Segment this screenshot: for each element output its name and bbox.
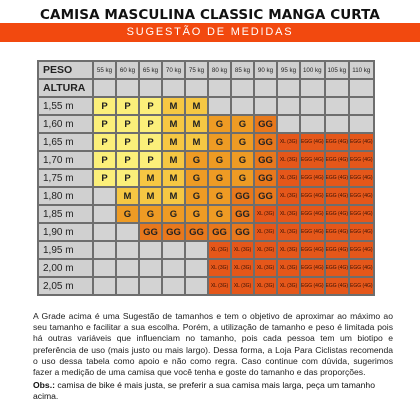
size-cell: XL (3G)	[278, 134, 299, 150]
height-label: 1,60 m	[39, 116, 92, 132]
size-cell: M	[186, 134, 207, 150]
size-cell: EGG (4G)	[326, 278, 349, 294]
empty-cell	[163, 242, 184, 258]
size-cell: M	[186, 116, 207, 132]
size-cell: M	[186, 98, 207, 114]
size-cell: XL (3G)	[209, 278, 230, 294]
size-cell: XL (3G)	[278, 260, 299, 276]
size-cell: P	[94, 116, 115, 132]
empty-cell	[350, 98, 373, 114]
weight-header: 70 kg	[163, 62, 184, 78]
page-title: CAMISA MASCULINA CLASSIC MANGA CURTA	[40, 7, 380, 23]
size-cell: GG	[232, 224, 253, 240]
empty-cell	[94, 278, 115, 294]
size-cell: P	[140, 116, 161, 132]
size-cell: EGG (4G)	[350, 224, 373, 240]
size-cell: EGG (4G)	[301, 152, 324, 168]
size-cell: M	[163, 98, 184, 114]
empty-cell	[209, 98, 230, 114]
table-row	[39, 152, 373, 168]
size-cell: XL (3G)	[278, 188, 299, 204]
size-cell: M	[117, 188, 138, 204]
size-cell: G	[186, 152, 207, 168]
size-cell: GG	[186, 224, 207, 240]
disclaimer-text: A Grade acima é uma Sugestão de tamanhos e tem o objetivo de aproximar ao máximo ao seu tamanho e facilitar a sua escolha. Porém, a utilização de tamanho e peso é limitada pois há outras variáveis que influenciam no tamanho, pois cada pessoa tem um biotipo e preferência de uso (mais justo ou mais largo). Dessa forma, a Loja Para Ciclistas recomenda o uso dessa tabela como apoio e não como regra. Caso continue com dúvida, sugerimos fazer a medição de uma camisa que você tenha e goste do tamanho e das proporções.	[33, 311, 393, 378]
size-cell: P	[117, 116, 138, 132]
table-row	[39, 134, 373, 150]
weight-header: 90 kg	[255, 62, 276, 78]
size-cell: XL (3G)	[278, 278, 299, 294]
empty-cell	[94, 188, 115, 204]
size-cell: P	[94, 152, 115, 168]
table-row	[39, 170, 373, 186]
height-label: 1,55 m	[39, 98, 92, 114]
size-cell: GG	[255, 134, 276, 150]
size-cell: G	[186, 206, 207, 222]
empty-cell	[140, 242, 161, 258]
height-label: 2,00 m	[39, 260, 92, 276]
size-cell: G	[163, 206, 184, 222]
size-cell: EGG (4G)	[301, 206, 324, 222]
empty-cell	[255, 98, 276, 114]
blank-cell	[232, 80, 253, 96]
empty-cell	[163, 260, 184, 276]
size-cell: XL (3G)	[255, 278, 276, 294]
empty-cell	[326, 98, 349, 114]
size-cell: M	[163, 152, 184, 168]
empty-cell	[186, 278, 207, 294]
weight-header: 95 kg	[278, 62, 299, 78]
empty-cell	[117, 242, 138, 258]
blank-cell	[255, 80, 276, 96]
size-cell: EGG (4G)	[350, 170, 373, 186]
table-row	[39, 278, 373, 294]
size-cell: G	[117, 206, 138, 222]
size-cell: EGG (4G)	[326, 152, 349, 168]
height-label: 1,75 m	[39, 170, 92, 186]
size-cell: XL (3G)	[255, 224, 276, 240]
size-cell: XL (3G)	[232, 242, 253, 258]
size-cell: XL (3G)	[278, 224, 299, 240]
table-row	[39, 242, 373, 258]
empty-cell	[117, 260, 138, 276]
size-cell: EGG (4G)	[326, 188, 349, 204]
empty-cell	[301, 98, 324, 114]
size-cell: GG	[163, 224, 184, 240]
table-row	[39, 188, 373, 204]
size-cell: XL (3G)	[255, 242, 276, 258]
size-cell: EGG (4G)	[350, 242, 373, 258]
size-cell: P	[117, 134, 138, 150]
size-cell: G	[186, 170, 207, 186]
size-cell: GG	[140, 224, 161, 240]
size-cell: EGG (4G)	[301, 242, 324, 258]
blank-cell	[301, 80, 324, 96]
size-cell: EGG (4G)	[350, 134, 373, 150]
blank-cell	[117, 80, 138, 96]
empty-cell	[186, 260, 207, 276]
empty-cell	[232, 98, 253, 114]
weight-header: 55 kg	[94, 62, 115, 78]
table-row	[39, 98, 373, 114]
empty-cell	[140, 260, 161, 276]
subtitle-text: SUGESTÃO DE MEDIDAS	[126, 26, 294, 38]
weight-header: 75 kg	[186, 62, 207, 78]
blank-cell	[326, 80, 349, 96]
size-chart-table	[37, 60, 375, 296]
weight-header: 60 kg	[117, 62, 138, 78]
weight-header: 100 kg	[301, 62, 324, 78]
size-cell: P	[117, 170, 138, 186]
size-cell: EGG (4G)	[301, 260, 324, 276]
empty-cell	[186, 242, 207, 258]
size-cell: M	[140, 170, 161, 186]
height-label: 1,70 m	[39, 152, 92, 168]
size-cell: EGG (4G)	[301, 224, 324, 240]
height-label: 1,90 m	[39, 224, 92, 240]
size-cell: G	[209, 206, 230, 222]
empty-cell	[94, 242, 115, 258]
size-cell: XL (3G)	[278, 170, 299, 186]
size-cell: G	[209, 152, 230, 168]
empty-cell	[278, 98, 299, 114]
size-cell: XL (3G)	[278, 206, 299, 222]
size-cell: G	[186, 188, 207, 204]
empty-cell	[163, 278, 184, 294]
height-label: 1,95 m	[39, 242, 92, 258]
size-cell: G	[209, 116, 230, 132]
empty-cell	[117, 278, 138, 294]
size-cell: XL (3G)	[232, 278, 253, 294]
size-cell: XL (3G)	[209, 260, 230, 276]
size-cell: EGG (4G)	[350, 188, 373, 204]
blank-cell	[186, 80, 207, 96]
table-row	[39, 260, 373, 276]
height-header-label: ALTURA	[39, 80, 92, 96]
size-cell: P	[94, 134, 115, 150]
size-cell: XL (3G)	[209, 242, 230, 258]
size-cell: P	[117, 152, 138, 168]
height-label: 1,80 m	[39, 188, 92, 204]
weight-header: 80 kg	[209, 62, 230, 78]
size-cell: XL (3G)	[278, 152, 299, 168]
size-cell: G	[232, 134, 253, 150]
empty-cell	[140, 278, 161, 294]
height-label: 2,05 m	[39, 278, 92, 294]
size-cell: G	[232, 152, 253, 168]
size-cell: XL (3G)	[255, 260, 276, 276]
height-label: 1,85 m	[39, 206, 92, 222]
weight-header: 110 kg	[350, 62, 373, 78]
empty-cell	[326, 116, 349, 132]
size-cell: G	[232, 116, 253, 132]
size-cell: GG	[255, 152, 276, 168]
size-cell: GG	[255, 188, 276, 204]
size-cell: EGG (4G)	[326, 170, 349, 186]
size-cell: P	[140, 134, 161, 150]
size-cell: EGG (4G)	[326, 260, 349, 276]
size-cell: EGG (4G)	[326, 206, 349, 222]
size-cell: G	[209, 170, 230, 186]
size-cell: M	[163, 170, 184, 186]
size-cell: G	[209, 134, 230, 150]
size-cell: M	[140, 188, 161, 204]
observation-body: camisa de bike é mais justa, se preferir a sua camisa mais larga, peça um tamanho acima.	[33, 380, 375, 401]
height-label: 1,65 m	[39, 134, 92, 150]
size-cell: XL (3G)	[278, 242, 299, 258]
size-cell: M	[163, 134, 184, 150]
weight-header: 65 kg	[140, 62, 161, 78]
subtitle-bar	[0, 23, 420, 42]
size-cell: G	[232, 170, 253, 186]
table-row	[39, 206, 373, 222]
size-cell: EGG (4G)	[301, 170, 324, 186]
size-cell: GG	[209, 224, 230, 240]
size-cell: GG	[232, 188, 253, 204]
empty-cell	[94, 260, 115, 276]
empty-cell	[117, 224, 138, 240]
size-cell: EGG (4G)	[350, 278, 373, 294]
size-cell: EGG (4G)	[350, 206, 373, 222]
size-cell: GG	[255, 116, 276, 132]
weight-header: 85 kg	[232, 62, 253, 78]
blank-cell	[350, 80, 373, 96]
size-cell: EGG (4G)	[301, 188, 324, 204]
size-cell: EGG (4G)	[326, 242, 349, 258]
blank-cell	[163, 80, 184, 96]
weight-header: 105 kg	[326, 62, 349, 78]
size-cell: EGG (4G)	[301, 278, 324, 294]
observation-label: Obs.:	[33, 380, 55, 390]
blank-cell	[278, 80, 299, 96]
size-cell: EGG (4G)	[350, 152, 373, 168]
table-row	[39, 116, 373, 132]
size-cell: G	[209, 188, 230, 204]
size-cell: G	[140, 206, 161, 222]
empty-cell	[278, 116, 299, 132]
empty-cell	[94, 206, 115, 222]
blank-cell	[209, 80, 230, 96]
empty-cell	[301, 116, 324, 132]
table-row	[39, 224, 373, 240]
size-cell: GG	[232, 206, 253, 222]
size-cell: M	[163, 188, 184, 204]
size-cell: EGG (4G)	[301, 134, 324, 150]
blank-cell	[140, 80, 161, 96]
size-cell: EGG (4G)	[350, 260, 373, 276]
size-cell: P	[94, 98, 115, 114]
size-cell: GG	[255, 170, 276, 186]
size-cell: P	[117, 98, 138, 114]
empty-cell	[94, 224, 115, 240]
observation-text	[33, 380, 393, 402]
size-cell: EGG (4G)	[326, 134, 349, 150]
size-cell: P	[94, 170, 115, 186]
size-cell: P	[140, 152, 161, 168]
size-cell: XL (3G)	[255, 206, 276, 222]
size-cell: M	[163, 116, 184, 132]
size-cell: P	[140, 98, 161, 114]
size-cell: EGG (4G)	[326, 224, 349, 240]
size-cell: XL (3G)	[232, 260, 253, 276]
empty-cell	[350, 116, 373, 132]
weight-header-label: PESO	[39, 62, 92, 78]
blank-cell	[94, 80, 115, 96]
